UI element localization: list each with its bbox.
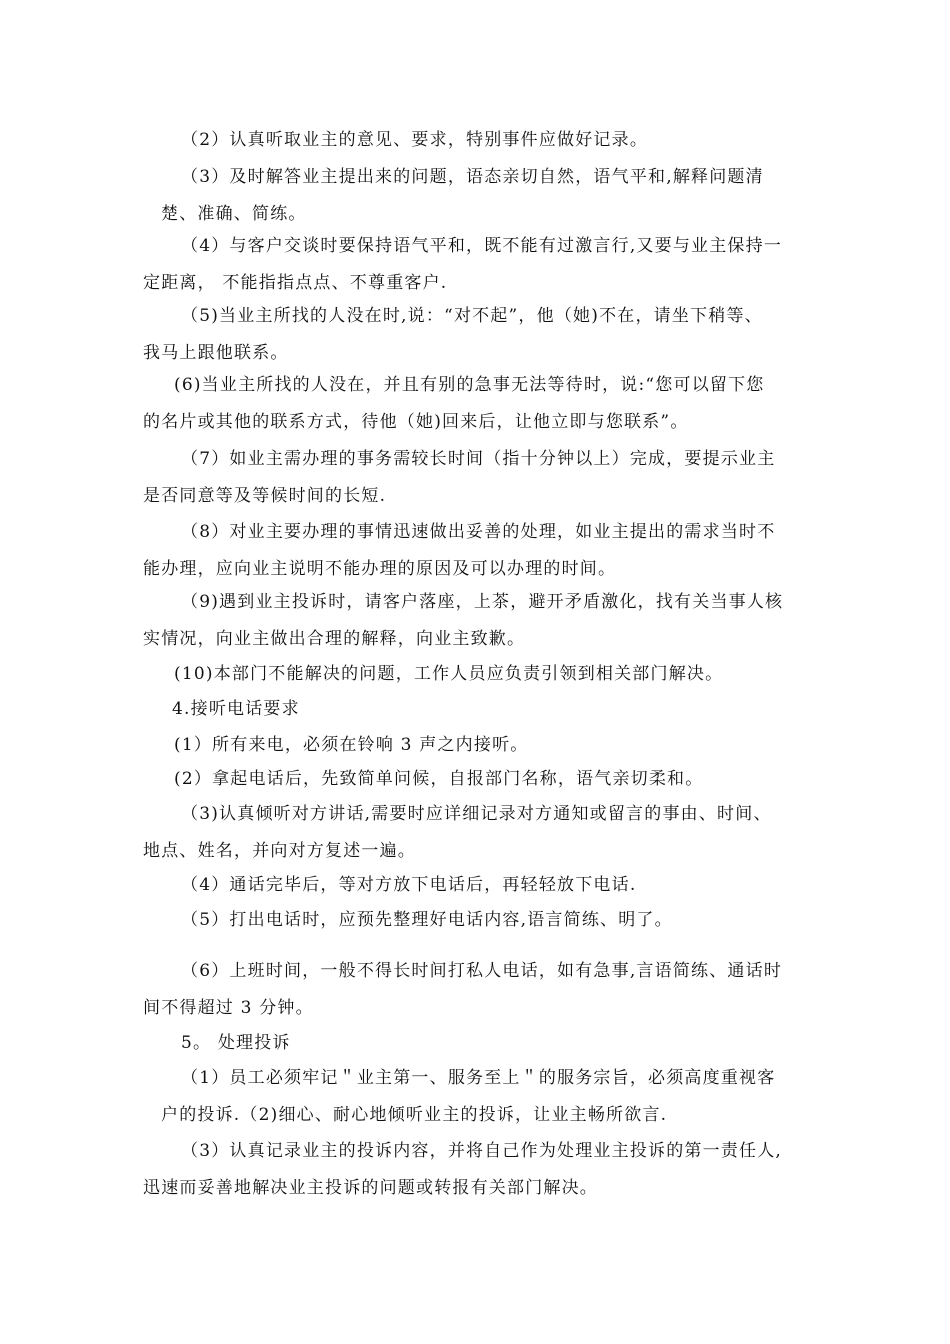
paragraph-line: （3）及时解答业主提出来的问题，语态亲切自然，语气平和,解释问题清: [181, 167, 764, 187]
paragraph-line: 楚、准确、简练。: [161, 204, 307, 224]
paragraph-line: 定距离， 不能指指点点、不尊重客户.: [143, 273, 448, 293]
paragraph-line: (6)当业主所找的人没在，并且有别的急事无法等待时，说:“您可以留下您: [174, 375, 765, 395]
paragraph-line: 能办理，应向业主说明不能办理的原因及可以办理的时间。: [143, 559, 617, 579]
paragraph-line: 实情况，向业主做出合理的解释，向业主致歉。: [143, 629, 526, 649]
paragraph-line: 的名片或其他的联系方式，待他（她)回来后，让他立即与您联系”。: [143, 412, 689, 432]
paragraph-line: （5)当业主所找的人没在时,说：“对不起”，他（她)不在，请坐下稍等、: [181, 306, 763, 326]
paragraph-line: （4）与客户交谈时要保持语气平和，既不能有过激言行,又要与业主保持一: [181, 236, 783, 256]
paragraph-line: （7）如业主需办理的事务需较长时间（指十分钟以上）完成，要提示业主: [181, 449, 776, 469]
paragraph-line: 地点、姓名，并向对方复述一遍。: [143, 841, 416, 861]
paragraph-line: （9)遇到业主投诉时，请客户落座，上茶，避开矛盾激化，找有关当事人核: [181, 592, 784, 612]
paragraph-line: 我马上跟他联系。: [143, 343, 289, 363]
paragraph-line: 是否同意等及等候时间的长短.: [143, 486, 387, 506]
paragraph-line: （3）认真记录业主的投诉内容，并将自己作为处理业主投诉的第一责任人,: [181, 1141, 783, 1161]
paragraph-line: （2）认真听取业主的意见、要求，特别事件应做好记录。: [181, 130, 649, 150]
paragraph-line: 户的投诉.（2)细心、耐心地倾听业主的投诉，让业主畅所欲言.: [161, 1105, 668, 1125]
paragraph-line: （1）员工必须牢记＂业主第一、服务至上＂的服务宗旨，必须高度重视客: [181, 1068, 776, 1088]
paragraph-line: （5）打出电话时，应预先整理好电话内容,语言简练、明了。: [181, 910, 673, 930]
paragraph-line: (2）拿起电话后，先致简单问候，自报部门名称，语气亲切柔和。: [174, 769, 704, 789]
paragraph-line: 间不得超过 3 分钟。: [143, 998, 314, 1018]
paragraph-line: （6）上班时间，一般不得长时间打私人电话，如有急事,言语简练、通话时: [181, 961, 783, 981]
paragraph-line: （4）通话完毕后，等对方放下电话后，再轻轻放下电话.: [181, 875, 637, 895]
paragraph-line: 迅速而妥善地解决业主投诉的问题或转报有关部门解决。: [143, 1178, 598, 1198]
paragraph-line: （8）对业主要办理的事情迅速做出妥善的处理，如业主提出的需求当时不: [181, 522, 776, 542]
section-heading: 4.接听电话要求: [172, 699, 300, 719]
section-heading: 5。 处理投诉: [181, 1033, 291, 1053]
paragraph-line: （3)认真倾听对方讲话,需要时应详细记录对方通知或留言的事由、时间、: [181, 804, 772, 824]
paragraph-line: (10)本部门不能解决的问题，工作人员应负责引领到相关部门解决。: [174, 664, 724, 684]
paragraph-line: (1）所有来电，必须在铃响 3 声之内接听。: [174, 735, 529, 755]
